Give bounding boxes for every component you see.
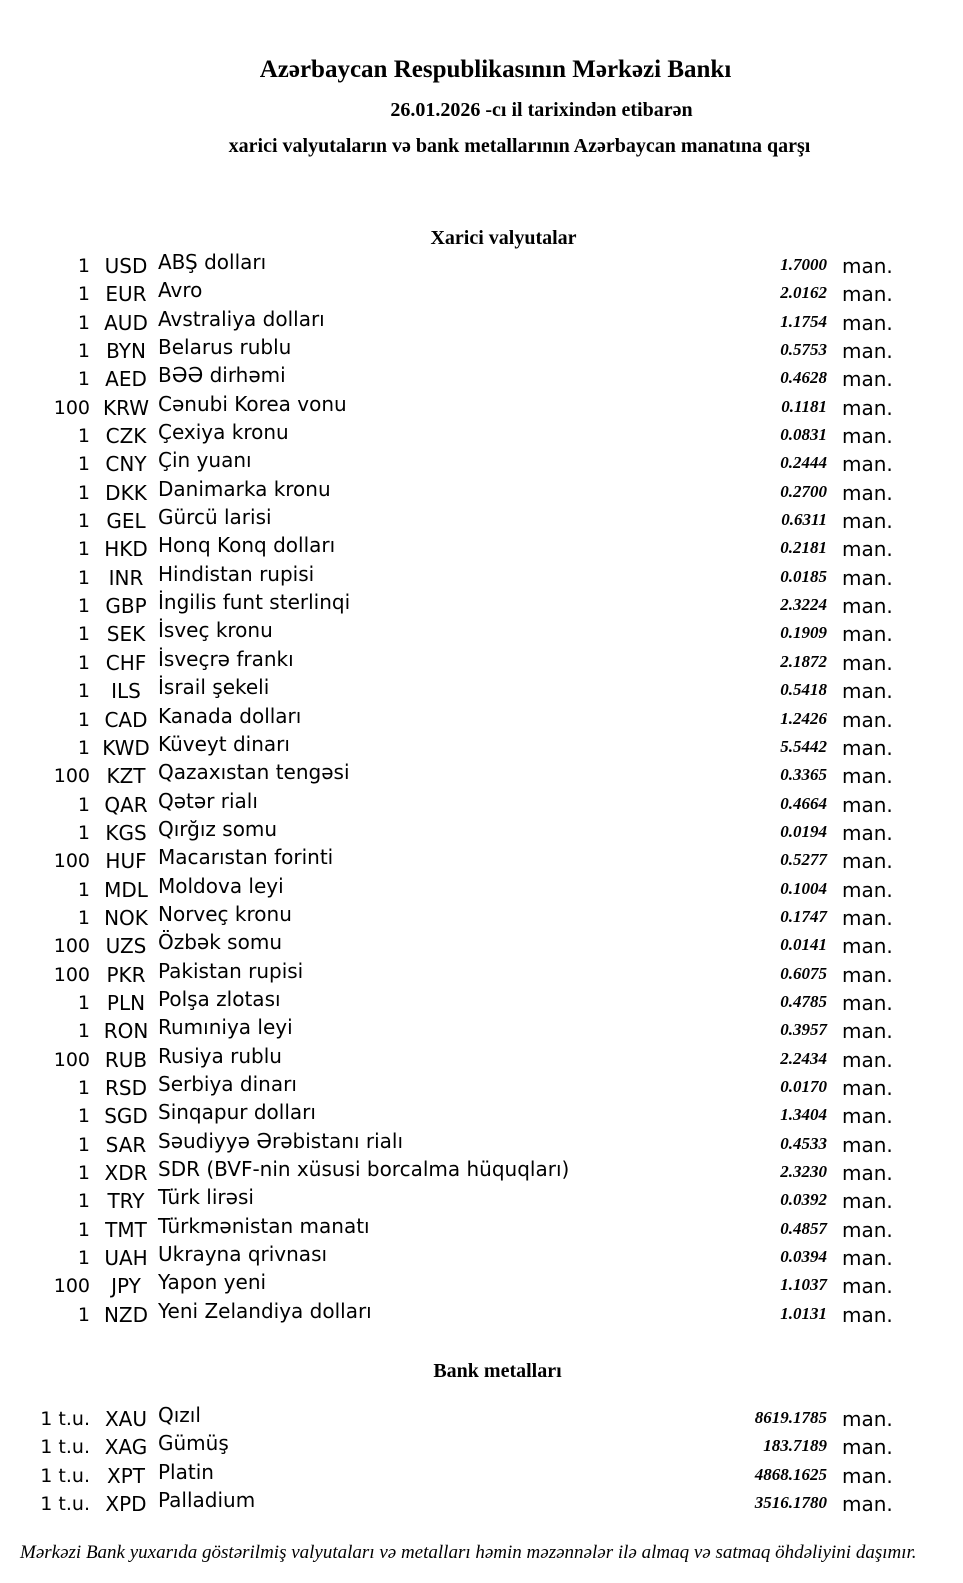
rate-unit-label: man. (842, 509, 893, 534)
quantity-value: 1 (77, 1020, 90, 1043)
currency-name: İngilis funt sterlinqi (158, 590, 351, 615)
quantity-value: 1 (77, 821, 90, 844)
rate-value: 3516.1780 (754, 1493, 827, 1513)
rate-value: 0.6075 (780, 963, 827, 983)
rate-value: 0.4785 (780, 991, 827, 1011)
currency-name: Cənubi Korea vonu (158, 391, 347, 416)
currency-name: Moldova leyi (158, 873, 284, 898)
rate-value: 5.5442 (780, 736, 827, 756)
currency-code: SAR (105, 1132, 147, 1157)
rate-value: 0.4533 (780, 1133, 827, 1153)
quantity-value: 1 (77, 566, 90, 589)
quantity-value: 1 (77, 1133, 90, 1156)
currency-code: ILS (111, 679, 141, 704)
rate-unit-label: man. (842, 565, 893, 590)
quantity-value: 1 (77, 425, 90, 448)
rate-value: 0.1181 (781, 396, 827, 416)
currency-name: Yeni Zelandiya dolları (158, 1298, 372, 1323)
currency-code: AUD (104, 310, 148, 335)
rate-value: 0.4857 (780, 1218, 827, 1238)
quantity-value: 1 (77, 991, 90, 1014)
foreign-currencies-rate-table (0, 252, 910, 1329)
rate-unit-label: man. (842, 1161, 893, 1185)
quantity-value: 100 (53, 850, 90, 873)
currency-name: Palladium (158, 1488, 256, 1513)
currency-name: Macarıstan forinti (158, 845, 334, 870)
quantity-value: 100 (53, 396, 90, 419)
currency-name: Ukrayna qrivnası (158, 1242, 328, 1267)
rate-value: 2.2434 (780, 1048, 827, 1068)
quantity-value: 1 (77, 340, 90, 363)
currency-name: Sinqapur dolları (158, 1100, 316, 1125)
rate-unit-label: man. (842, 1407, 893, 1431)
quantity-value: 1 t.u. (40, 1436, 90, 1459)
currency-code: XAG (104, 1435, 148, 1460)
rate-unit-label: man. (842, 1075, 893, 1100)
currency-code: UAH (104, 1246, 148, 1271)
rate-unit-label: man. (842, 1189, 893, 1214)
section-heading-foreign-currencies: Xarici valyutalar (430, 227, 577, 249)
currency-name: Honq Konq dolları (158, 533, 336, 558)
rate-value: 0.5277 (780, 850, 827, 870)
rate-value: 0.0141 (780, 935, 827, 955)
quantity-value: 1 (77, 311, 90, 334)
currency-code: JPY (111, 1274, 141, 1299)
rate-unit-label: man. (842, 1492, 893, 1517)
rate-value: 2.3224 (780, 595, 827, 615)
rate-value: 0.5753 (780, 340, 827, 360)
rate-value: 8619.1785 (754, 1408, 827, 1427)
currency-name: Polşa zlotası (158, 986, 281, 1011)
rate-unit-label: man. (842, 1246, 893, 1271)
currency-code: TMT (105, 1217, 147, 1242)
currency-code: NZD (103, 1302, 149, 1327)
currency-code: RUB (104, 1047, 148, 1072)
currency-name: Gümüş (158, 1431, 229, 1456)
currency-code: XPD (105, 1492, 147, 1517)
currency-code: CAD (104, 707, 148, 732)
rate-unit-label: man. (842, 934, 893, 959)
rate-unit-label: man. (842, 905, 893, 930)
quantity-value: 1 (77, 1162, 90, 1184)
currency-name: BƏƏ dirhəmi (158, 363, 286, 388)
currency-name: Hindistan rupisi (158, 561, 315, 586)
rate-unit-label: man. (842, 849, 893, 874)
currency-code: KZT (106, 764, 146, 789)
rate-unit-label: man. (842, 735, 893, 760)
currency-code: SEK (106, 622, 146, 647)
quantity-value: 100 (53, 935, 90, 958)
rate-unit-label: man. (842, 452, 893, 477)
rate-row (0, 1490, 910, 1518)
effective-date-line: 26.01.2026 -cı il tarixindən etibarən (390, 99, 693, 121)
rate-value: 0.0831 (780, 425, 827, 445)
currency-code: CZK (105, 424, 147, 449)
section-heading-bank-metals: Bank metalları (433, 1360, 562, 1382)
currency-code: AED (105, 367, 147, 392)
currency-name: Qətər rialı (158, 788, 258, 813)
rate-unit-label: man. (842, 1047, 893, 1072)
currency-name: Platin (158, 1459, 214, 1484)
currency-name: Özbək somu (158, 930, 282, 955)
quantity-value: 1 t.u. (40, 1464, 90, 1487)
currency-name: Belarus rublu (158, 335, 292, 360)
rate-unit-label: man. (842, 339, 893, 364)
quantity-value: 1 (77, 793, 90, 816)
quantity-value: 1 (77, 1076, 90, 1099)
quantity-value: 1 (77, 283, 90, 306)
currency-name: İsveç kronu (158, 618, 273, 643)
currency-code: HKD (104, 537, 148, 562)
currency-code: RON (103, 1019, 149, 1044)
currency-code: DKK (105, 480, 147, 505)
quantity-value: 1 (77, 255, 90, 277)
rate-unit-label: man. (842, 1435, 893, 1460)
rate-value: 2.3230 (780, 1162, 827, 1181)
currency-name: Kanada dolları (158, 703, 302, 728)
currency-name: Səudiyyə Ərəbistanı rialı (158, 1128, 404, 1153)
bank-title: Azərbaycan Respublikasının Mərkəzi Bankı (259, 56, 732, 83)
rate-unit-label: man. (842, 395, 893, 420)
quantity-value: 1 (77, 1105, 90, 1128)
rate-value: 0.1909 (780, 623, 827, 643)
rate-unit-label: man. (842, 424, 893, 449)
currency-name: Rumıniya leyi (158, 1015, 293, 1040)
rate-unit-label: man. (842, 480, 893, 505)
currency-name: Danimarka kronu (158, 476, 331, 501)
rate-value: 0.0394 (780, 1247, 827, 1267)
rate-value: 1.1037 (780, 1275, 827, 1295)
quantity-value: 100 (53, 1048, 90, 1071)
rate-value: 1.7000 (780, 255, 827, 274)
quantity-value: 1 (77, 906, 90, 929)
quantity-value: 1 (77, 368, 90, 391)
currency-name: Türkmənistan manatı (158, 1213, 370, 1238)
currency-name: Avro (158, 278, 203, 303)
bank-metals-rate-table (0, 1405, 910, 1518)
currency-name: ABŞ dolları (158, 250, 267, 274)
rate-value: 1.3404 (780, 1105, 827, 1125)
currency-code: PLN (106, 990, 146, 1015)
currency-name: İsrail şekeli (158, 675, 270, 700)
bulletin-subtitle: xarici valyutaların və bank metallarının Azərbaycan manatına qarşı (228, 135, 811, 157)
quantity-value: 1 (77, 1190, 90, 1213)
rate-value: 0.0170 (780, 1076, 827, 1096)
rate-value: 183.7189 (763, 1436, 827, 1456)
rate-value: 0.3957 (780, 1020, 827, 1040)
rate-unit-label: man. (842, 877, 893, 902)
quantity-value: 1 (77, 1247, 90, 1270)
currency-code: RSD (105, 1075, 147, 1100)
quantity-value: 1 (77, 481, 90, 504)
currency-code: XPT (107, 1463, 145, 1488)
currency-code: CNY (105, 452, 147, 477)
currency-name: Gürcü larisi (158, 505, 272, 530)
rate-unit-label: man. (842, 650, 893, 675)
currency-name: Yapon yeni (158, 1270, 267, 1295)
currency-name: Avstraliya dolları (158, 306, 325, 331)
currency-name: Pakistan rupisi (158, 958, 304, 983)
rate-value: 0.2700 (780, 481, 827, 501)
quantity-value: 100 (53, 1275, 90, 1298)
quantity-value: 1 (77, 1218, 90, 1241)
rate-value: 2.1872 (780, 651, 827, 671)
currency-code: CHF (105, 650, 147, 675)
currency-code: INR (108, 565, 144, 590)
currency-code: QAR (104, 792, 148, 817)
currency-code: GBP (105, 594, 147, 619)
currency-name: Çexiya kronu (158, 420, 289, 445)
quantity-value: 100 (53, 963, 90, 986)
rate-value: 0.1004 (780, 878, 827, 898)
quantity-value: 1 (77, 736, 90, 759)
quantity-value: 1 (77, 708, 90, 731)
currency-code: USD (104, 254, 148, 278)
rate-unit-label: man. (842, 622, 893, 647)
quantity-value: 1 (77, 623, 90, 646)
quantity-value: 1 t.u. (40, 1408, 90, 1430)
rate-unit-label: man. (842, 1463, 893, 1488)
rate-unit-label: man. (842, 764, 893, 789)
rate-value: 0.2181 (780, 538, 827, 558)
rate-value: 0.0392 (780, 1190, 827, 1210)
quantity-value: 1 (77, 510, 90, 533)
quantity-value: 100 (53, 765, 90, 788)
rate-row (0, 1298, 910, 1329)
quantity-value: 1 (77, 878, 90, 901)
rate-unit-label: man. (842, 367, 893, 392)
rate-unit-label: man. (842, 820, 893, 845)
rate-unit-label: man. (842, 1274, 893, 1299)
rate-value: 0.0194 (780, 821, 827, 841)
rate-unit-label: man. (842, 792, 893, 817)
currency-code: XDR (104, 1161, 148, 1185)
quantity-value: 1 (77, 595, 90, 618)
currency-code: NOK (104, 905, 148, 930)
currency-code: PKR (106, 962, 146, 987)
rate-unit-label: man. (842, 1132, 893, 1157)
rate-unit-label: man. (842, 990, 893, 1015)
quantity-value: 1 (77, 453, 90, 476)
disclaimer-text: Mərkəzi Bank yuxarıda göstərilmiş valyutaları və metalları həmin məzənnələr ilə almaq və satmaq öhdəliyini daşımır. (20, 1542, 917, 1563)
currency-name: Rusiya rublu (158, 1043, 282, 1068)
rate-unit-label: man. (842, 1019, 893, 1044)
currency-code: GEL (106, 509, 146, 534)
currency-code: XAU (104, 1407, 148, 1431)
rate-unit-label: man. (842, 310, 893, 335)
currency-code: EUR (105, 282, 147, 307)
rate-value: 1.0131 (780, 1303, 827, 1323)
quantity-value: 1 (77, 680, 90, 703)
rate-value: 0.4628 (780, 368, 827, 388)
currency-code: BYN (106, 339, 146, 364)
currency-name: Qazaxıstan tengəsi (158, 760, 350, 785)
rate-unit-label: man. (842, 594, 893, 619)
currency-code: MDL (104, 877, 148, 902)
currency-name: Qırğız somu (158, 816, 278, 841)
currency-code: KWD (102, 735, 150, 760)
rate-unit-label: man. (842, 1302, 893, 1327)
rate-value: 4868.1625 (754, 1464, 827, 1484)
currency-code: SGD (104, 1104, 148, 1129)
currency-name: Serbiya dinarı (158, 1071, 297, 1096)
rate-unit-label: man. (842, 254, 893, 278)
rate-unit-label: man. (842, 679, 893, 704)
currency-code: UZS (105, 934, 147, 959)
quantity-value: 1 (77, 538, 90, 561)
rate-value: 0.4664 (780, 793, 827, 813)
currency-name: Çin yuanı (158, 448, 252, 473)
rate-unit-label: man. (842, 537, 893, 562)
rate-value: 0.5418 (780, 680, 827, 700)
quantity-value: 1 (77, 1303, 90, 1326)
rate-value: 1.2426 (780, 708, 827, 728)
quantity-value: 1 (77, 651, 90, 674)
currency-name: Küveyt dinarı (158, 731, 290, 756)
currency-name: İsveçrə frankı (158, 646, 294, 671)
currency-code: TRY (107, 1189, 145, 1214)
currency-code: HUF (105, 849, 147, 874)
currency-name: SDR (BVF-nin xüsusi borcalma hüquqları) (158, 1157, 570, 1181)
rate-value: 0.3365 (780, 765, 827, 785)
rate-value: 0.2444 (780, 453, 827, 473)
rate-unit-label: man. (842, 962, 893, 987)
quantity-value: 1 t.u. (40, 1493, 90, 1516)
rate-unit-label: man. (842, 282, 893, 307)
rate-value: 0.1747 (780, 906, 827, 926)
currency-code: KGS (105, 820, 147, 845)
rate-value: 0.0185 (780, 566, 827, 586)
rate-unit-label: man. (842, 1217, 893, 1242)
rate-value: 1.1754 (780, 311, 827, 331)
currency-code: KRW (103, 395, 149, 420)
rate-unit-label: man. (842, 1104, 893, 1129)
currency-name: Norveç kronu (158, 901, 292, 926)
currency-name: Qızıl (158, 1403, 201, 1427)
rate-unit-label: man. (842, 707, 893, 732)
currency-name: Türk lirəsi (158, 1185, 254, 1210)
rate-value: 2.0162 (780, 283, 827, 303)
rate-value: 0.6311 (781, 510, 827, 530)
